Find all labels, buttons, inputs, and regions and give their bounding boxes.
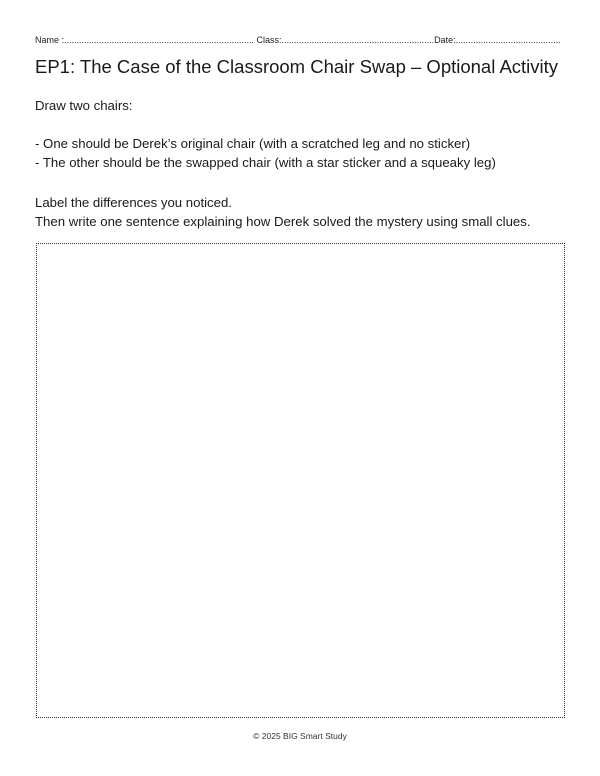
date-label: Date:: [434, 35, 456, 45]
name-blank: ............................................................................: [64, 35, 255, 45]
date-blank: ..........................................: [455, 35, 561, 45]
copyright-footer: © 2025 BIG Smart Study: [253, 731, 347, 741]
class-blank: .............................................................: [281, 35, 435, 45]
page-title: EP1: The Case of the Classroom Chair Swap – Optional Activity: [35, 56, 559, 77]
class-label: Class:: [256, 35, 282, 45]
instruction-intro: Draw two chairs:: [35, 98, 133, 113]
instruction-write-sentence: Then write one sentence explaining how Derek solved the mystery using small clues.: [35, 214, 531, 229]
name-label: Name :: [35, 35, 65, 45]
instruction-label-differences: Label the differences you noticed.: [35, 195, 232, 210]
instruction-bullet-swapped-chair: - The other should be the swapped chair (with a star sticker and a squeaky leg): [35, 155, 496, 170]
instruction-bullet-original-chair: - One should be Derek’s original chair (with a scratched leg and no sticker): [35, 136, 471, 151]
drawing-area[interactable]: [36, 243, 565, 718]
student-info-line: [35, 34, 567, 46]
